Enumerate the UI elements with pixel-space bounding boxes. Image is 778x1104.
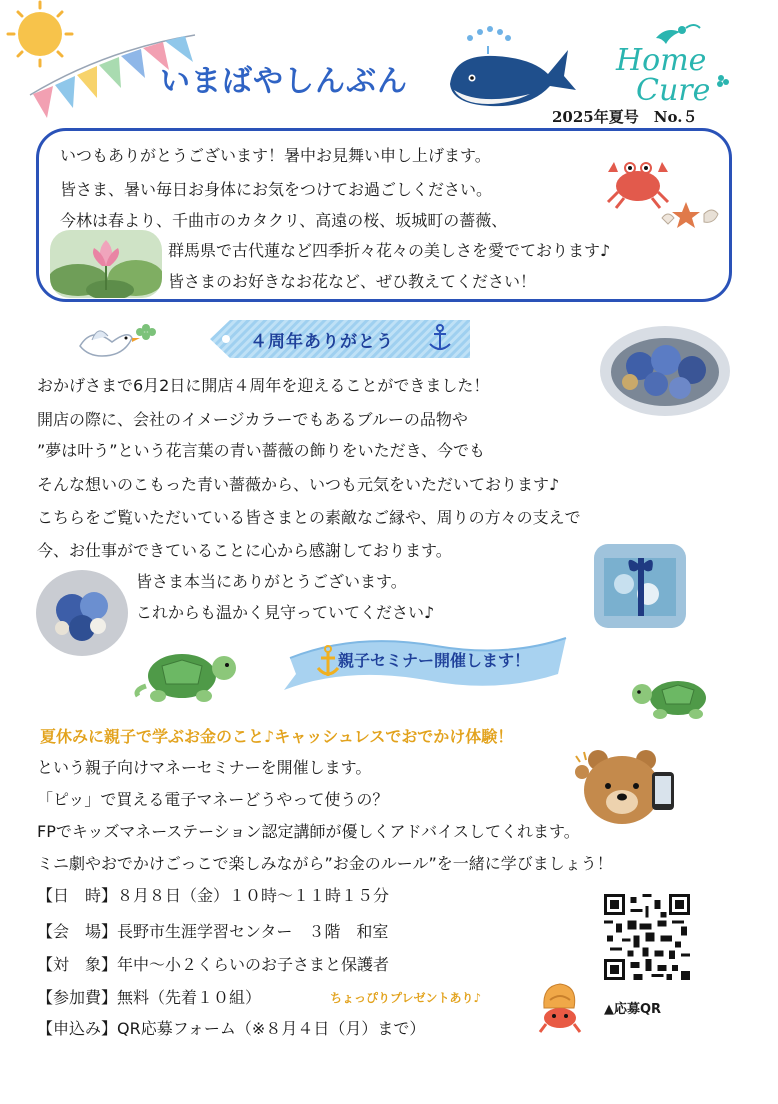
lotus-photo [50,230,162,298]
newsletter-title: いまばやしんぶん [160,64,408,99]
svg-text:Cure: Cure [636,73,711,108]
qr-label: ▲応募QR [604,1002,662,1017]
seminar-subheading: 夏休みに親子で学ぶお金のこと♪キャッシュレスでおでかけ体験！ [40,727,514,746]
detail-fee [37,988,261,1008]
detail-label: 【会 場】 [37,922,118,941]
seminar-heading: 親子セミナー開催します！ [338,651,531,670]
anniversary-line: ”夢は叶う”という花言葉の青い薔薇の飾りをいただき、今でも [37,441,485,460]
anniversary-line: 皆さま本当にありがとうございます。 [136,572,407,591]
turtle-illustration [132,646,244,706]
detail-value: 無料（先着１０組） [117,988,262,1007]
turtle-illustration [626,674,722,722]
gift-box-photo [594,544,686,628]
greeting-line: いつもありがとうございます！暑中お見舞い申し上げます。 [60,146,491,165]
detail-label: 【対 象】 [37,955,118,974]
detail-value: QR応募フォーム（※８月４日（月）まで） [117,1019,426,1038]
detail-label: 【日 時】 [37,886,118,905]
greeting-line: 皆さまのお好きなお花など、ぜひ教えてください！ [168,272,537,291]
greeting-line: 今林は春より、千曲市のカタクリ、高遠の桜、坂城町の薔薇、 [60,211,508,230]
flower-arrangement-photo [36,570,128,656]
detail-target [37,955,389,975]
greeting-line: 皆さま、暑い毎日お身体にお気をつけてお過ごしください。 [60,180,493,199]
anniversary-line: こちらをご覧いただいている皆さまとの素敵なご縁や、周りの方々の支えで [37,508,581,527]
anniversary-line: おかげさまで6月2日に開店４周年を迎えることができました！ [37,376,490,395]
bird-clover-illustration [72,316,162,366]
qr-code-icon[interactable] [604,894,690,980]
hermit-crab-illustration [536,978,584,1036]
detail-value: 年中〜小２くらいのお子さまと保護者 [117,955,390,974]
bear-phone-illustration [574,742,682,834]
seminar-line: 「ピッ」で買える電子マネーどうやって使うの？ [37,790,389,809]
anniversary-line: これからも温かく見守っていてください♪ [136,603,435,622]
detail-date [37,886,389,906]
anniversary-line: 開店の際に、会社のイメージカラーでもあるブルーの品物や [37,410,468,429]
detail-label: 【申込み】 [37,1019,118,1038]
detail-value: 長野市生涯学習センター ３階 和室 [117,922,389,941]
anniversary-heading: ４周年ありがとう [250,332,394,352]
detail-value: ８月８日（金）１０時〜１１時１５分 [117,886,390,905]
detail-apply [37,1019,425,1039]
anniversary-line: そんな想いのこもった青い薔薇から、いつも元気をいただいております♪ [37,475,560,494]
svg-text:Home: Home [616,43,707,78]
detail-venue [37,922,388,942]
seminar-line: ミニ劇やおでかけごっこで楽しみながら”お金のルール”を一緒に学びましょう！ [37,854,613,873]
anniversary-line: 今、お仕事ができていることに心から感謝しております。 [37,541,452,560]
blue-roses-photo [600,326,730,416]
greeting-line: 群馬県で古代蓮など四季折々花々の美しさを愛でております♪ [168,241,611,260]
whale-illustration [440,24,580,116]
crab-illustration [604,152,722,230]
detail-label: 【参加費】 [37,988,118,1007]
issue-number: 2025年夏号 No.５ [552,108,698,126]
home-cure-logo [596,18,746,114]
seminar-line: FPでキッズマネーステーション認定講師が優しくアドバイスしてくれます。 [37,822,580,841]
present-note: ちょっぴりプレゼントあり♪ [330,991,482,1005]
seminar-line: という親子向けマネーセミナーを開催します。 [37,758,372,777]
